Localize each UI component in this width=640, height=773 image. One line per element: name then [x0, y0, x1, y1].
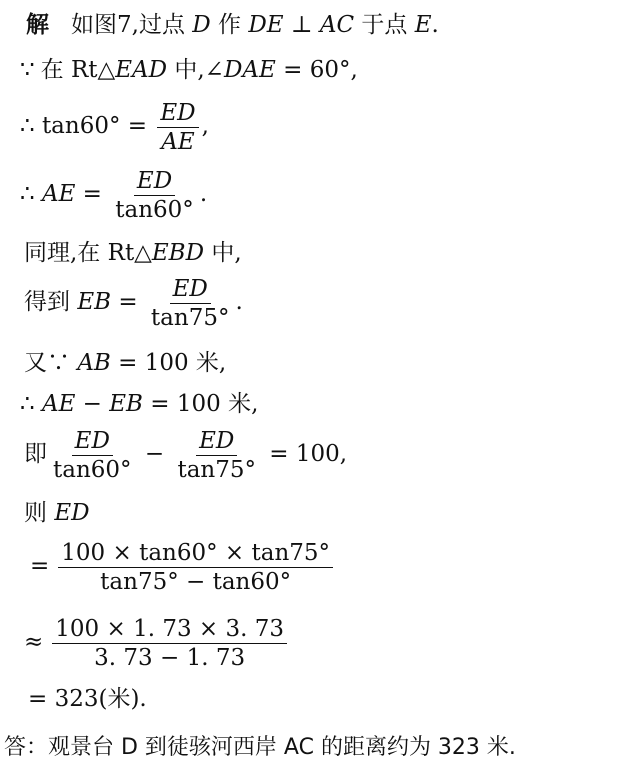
fraction: $\frac{ED}{\tan 75^\circ}$: [177, 427, 256, 483]
fraction: $\frac{ED}{\tan 60^\circ}$: [115, 167, 194, 223]
solution-line-7: 又∵ AB = 100 米,: [24, 350, 227, 376]
fraction: $\frac{ED}{\tan 60^\circ}$: [53, 427, 132, 483]
solution-line-4: ∴ AE = $\frac{ED}{\tan 60^\circ}$ .: [20, 167, 208, 223]
fraction: $\frac{100 \times 1. 73 \times 3. 73}{3. 73 - 1. 73}$: [52, 616, 287, 671]
solution-line-1: 解 如图7,过点 D 作 DE ⊥ AC 于点 E.: [26, 12, 439, 38]
solution-line-2: ∵ 在 Rt△EAD 中,∠DAE = 60°,: [20, 57, 358, 83]
fraction: $\frac{100 \times \tan 60^\circ \times \tan 75^\circ}{\tan 75^\circ - \tan 60^\circ}$: [58, 540, 333, 595]
solution-line-10: 则 ED: [24, 500, 90, 526]
solution-line-6: 得到 EB = $\frac{ED}{\tan 75^\circ}$ .: [24, 275, 243, 331]
answer-line: 答：观景台 D 到徒骇河西岸 AC 的距离约为 323 米.: [4, 735, 516, 760]
solution-label: 解: [26, 12, 49, 38]
solution-line-12: ≈ $\frac{100 \times 1. 73 \times 3. 73}{3. 73 - 1. 73}$: [24, 612, 290, 672]
solution-line-8: ∴ AE − EB = 100 米,: [20, 391, 259, 417]
solution-line-3: ∴ tan60° = $\frac{ED}{AE}$ ,: [20, 99, 209, 155]
solution-line-13: = 323(米).: [28, 686, 147, 712]
solution-line-5: 同理,在 Rt△EBD 中,: [24, 240, 242, 266]
solution-line-11: = $\frac{100 \times \tan 60^\circ \times \tan 75^\circ}{\tan 75^\circ - \tan 60^\circ}$: [30, 536, 336, 596]
solution-line-9: 即 $\frac{ED}{\tan 60^\circ}$ − $\frac{ED}{\tan 75^\circ}$ = 100,: [24, 427, 348, 483]
fraction: $\frac{ED}{\tan 75^\circ}$: [150, 275, 230, 331]
fraction: $\frac{ED}{AE}$: [157, 100, 198, 155]
